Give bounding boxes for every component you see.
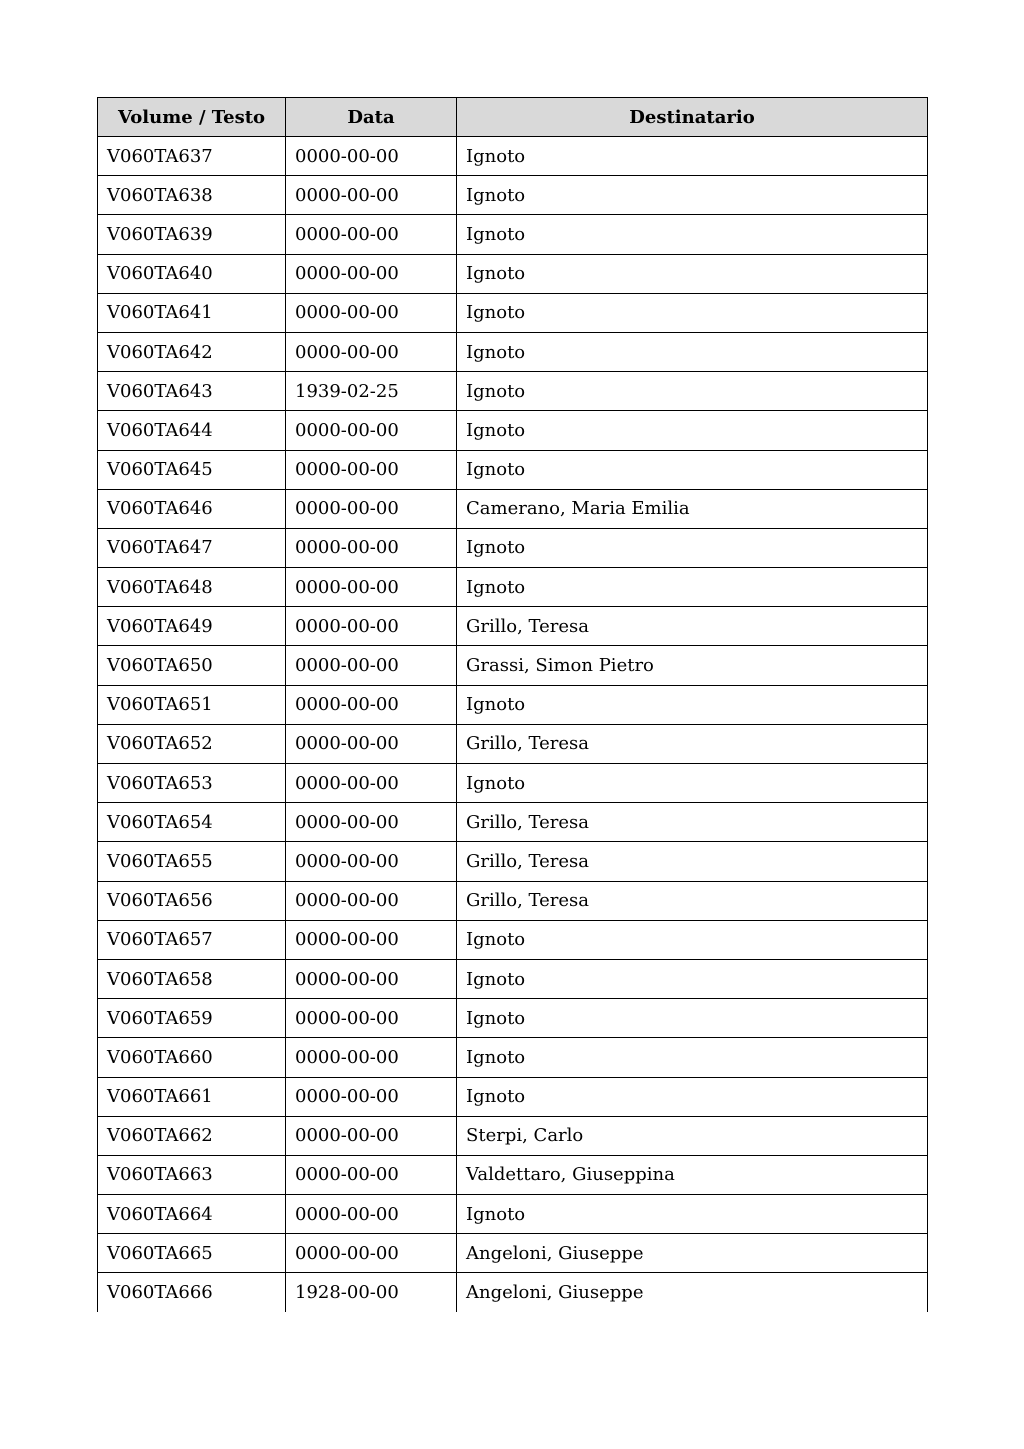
cell-volume-testo: V060TA642	[98, 332, 286, 371]
cell-volume-testo: V060TA646	[98, 489, 286, 528]
table-row	[98, 489, 928, 528]
table-row	[98, 1273, 928, 1312]
cell-volume-testo: V060TA656	[98, 881, 286, 920]
cell-data: 0000-00-00	[286, 764, 457, 803]
header-destinatario: Destinatario	[457, 98, 928, 137]
table-row	[98, 842, 928, 881]
cell-data: 0000-00-00	[286, 1116, 457, 1155]
cell-data: 0000-00-00	[286, 1195, 457, 1234]
cell-destinatario: Grillo, Teresa	[457, 881, 928, 920]
header-data: Data	[286, 98, 457, 137]
cell-destinatario: Ignoto	[457, 1195, 928, 1234]
cell-destinatario: Grillo, Teresa	[457, 842, 928, 881]
table-row	[98, 607, 928, 646]
table-body	[98, 137, 928, 1313]
table-row	[98, 724, 928, 763]
cell-destinatario: Ignoto	[457, 215, 928, 254]
cell-destinatario: Ignoto	[457, 411, 928, 450]
cell-volume-testo: V060TA645	[98, 450, 286, 489]
cell-volume-testo: V060TA661	[98, 1077, 286, 1116]
cell-destinatario: Grillo, Teresa	[457, 724, 928, 763]
cell-data: 0000-00-00	[286, 528, 457, 567]
cell-data: 0000-00-00	[286, 959, 457, 998]
cell-data: 0000-00-00	[286, 646, 457, 685]
cell-data: 0000-00-00	[286, 137, 457, 176]
cell-data: 0000-00-00	[286, 1038, 457, 1077]
cell-data: 0000-00-00	[286, 1234, 457, 1273]
cell-volume-testo: V060TA657	[98, 920, 286, 959]
table-row	[98, 803, 928, 842]
cell-data: 0000-00-00	[286, 842, 457, 881]
cell-data: 0000-00-00	[286, 920, 457, 959]
cell-data: 0000-00-00	[286, 881, 457, 920]
cell-volume-testo: V060TA654	[98, 803, 286, 842]
cell-volume-testo: V060TA640	[98, 254, 286, 293]
cell-destinatario: Ignoto	[457, 450, 928, 489]
cell-data: 0000-00-00	[286, 293, 457, 332]
table-row	[98, 1155, 928, 1194]
cell-destinatario: Ignoto	[457, 528, 928, 567]
cell-destinatario: Ignoto	[457, 254, 928, 293]
cell-destinatario: Ignoto	[457, 920, 928, 959]
cell-destinatario: Grillo, Teresa	[457, 607, 928, 646]
cell-volume-testo: V060TA665	[98, 1234, 286, 1273]
table-row	[98, 215, 928, 254]
cell-volume-testo: V060TA664	[98, 1195, 286, 1234]
cell-volume-testo: V060TA651	[98, 685, 286, 724]
cell-destinatario: Ignoto	[457, 176, 928, 215]
cell-data: 0000-00-00	[286, 1077, 457, 1116]
table-row	[98, 568, 928, 607]
cell-destinatario: Sterpi, Carlo	[457, 1116, 928, 1155]
cell-volume-testo: V060TA647	[98, 528, 286, 567]
cell-volume-testo: V060TA660	[98, 1038, 286, 1077]
cell-data: 0000-00-00	[286, 254, 457, 293]
cell-volume-testo: V060TA639	[98, 215, 286, 254]
table-row	[98, 1038, 928, 1077]
cell-data: 1928-00-00	[286, 1273, 457, 1312]
cell-volume-testo: V060TA658	[98, 959, 286, 998]
cell-data: 0000-00-00	[286, 568, 457, 607]
table-row	[98, 372, 928, 411]
cell-destinatario: Ignoto	[457, 959, 928, 998]
cell-destinatario: Ignoto	[457, 332, 928, 371]
table-row	[98, 999, 928, 1038]
letters-table	[97, 97, 928, 1312]
cell-data: 0000-00-00	[286, 176, 457, 215]
cell-destinatario: Ignoto	[457, 137, 928, 176]
cell-destinatario: Grassi, Simon Pietro	[457, 646, 928, 685]
cell-destinatario: Ignoto	[457, 764, 928, 803]
cell-volume-testo: V060TA644	[98, 411, 286, 450]
table-row	[98, 959, 928, 998]
cell-destinatario: Ignoto	[457, 999, 928, 1038]
cell-volume-testo: V060TA649	[98, 607, 286, 646]
table-row	[98, 450, 928, 489]
cell-data: 0000-00-00	[286, 215, 457, 254]
table-row	[98, 1234, 928, 1273]
table-row	[98, 332, 928, 371]
table-row	[98, 646, 928, 685]
cell-data: 0000-00-00	[286, 803, 457, 842]
cell-volume-testo: V060TA643	[98, 372, 286, 411]
cell-destinatario: Ignoto	[457, 372, 928, 411]
cell-volume-testo: V060TA648	[98, 568, 286, 607]
cell-destinatario: Ignoto	[457, 1038, 928, 1077]
table-row	[98, 685, 928, 724]
table-row	[98, 881, 928, 920]
cell-volume-testo: V060TA666	[98, 1273, 286, 1312]
cell-volume-testo: V060TA663	[98, 1155, 286, 1194]
cell-data: 0000-00-00	[286, 607, 457, 646]
table-row	[98, 1195, 928, 1234]
cell-data: 0000-00-00	[286, 685, 457, 724]
cell-volume-testo: V060TA659	[98, 999, 286, 1038]
cell-destinatario: Ignoto	[457, 685, 928, 724]
table-row	[98, 411, 928, 450]
header-volume-testo: Volume / Testo	[98, 98, 286, 137]
cell-data: 1939-02-25	[286, 372, 457, 411]
table-row	[98, 1116, 928, 1155]
cell-destinatario: Camerano, Maria Emilia	[457, 489, 928, 528]
cell-volume-testo: V060TA641	[98, 293, 286, 332]
cell-data: 0000-00-00	[286, 450, 457, 489]
cell-data: 0000-00-00	[286, 332, 457, 371]
cell-volume-testo: V060TA650	[98, 646, 286, 685]
cell-volume-testo: V060TA652	[98, 724, 286, 763]
cell-data: 0000-00-00	[286, 999, 457, 1038]
table-row	[98, 176, 928, 215]
cell-destinatario: Ignoto	[457, 1077, 928, 1116]
cell-data: 0000-00-00	[286, 1155, 457, 1194]
cell-data: 0000-00-00	[286, 724, 457, 763]
cell-volume-testo: V060TA662	[98, 1116, 286, 1155]
table-row	[98, 528, 928, 567]
cell-volume-testo: V060TA653	[98, 764, 286, 803]
table-header-row	[98, 98, 928, 137]
table-row	[98, 920, 928, 959]
cell-data: 0000-00-00	[286, 411, 457, 450]
cell-volume-testo: V060TA655	[98, 842, 286, 881]
cell-destinatario: Ignoto	[457, 568, 928, 607]
table-row	[98, 254, 928, 293]
table-row	[98, 137, 928, 176]
cell-volume-testo: V060TA637	[98, 137, 286, 176]
cell-volume-testo: V060TA638	[98, 176, 286, 215]
table-row	[98, 764, 928, 803]
table-row	[98, 293, 928, 332]
cell-destinatario: Grillo, Teresa	[457, 803, 928, 842]
table-row	[98, 1077, 928, 1116]
cell-destinatario: Angeloni, Giuseppe	[457, 1234, 928, 1273]
cell-destinatario: Valdettaro, Giuseppina	[457, 1155, 928, 1194]
cell-data: 0000-00-00	[286, 489, 457, 528]
cell-destinatario: Ignoto	[457, 293, 928, 332]
cell-destinatario: Angeloni, Giuseppe	[457, 1273, 928, 1312]
